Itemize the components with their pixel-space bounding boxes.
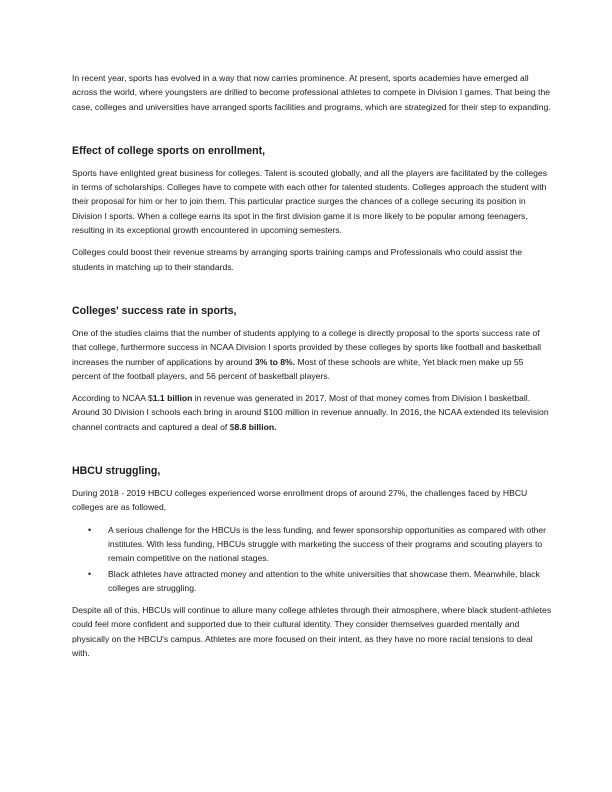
- bullet-icon: •: [88, 524, 92, 535]
- hbcu-challenges-list: [72, 523, 552, 595]
- section-spacer: [72, 442, 552, 464]
- hbcu-paragraph-1: During 2018 - 2019 HBCU colleges experienced worse enrollment drops of around 27%, the challenges faced by HBCU colleges are as followed,: [72, 488, 528, 513]
- list-item: [88, 567, 552, 596]
- text-run: One of the studies claims that the number of students applying to a college is directly proposal to the sports success rate of that college, furthermore success in NCAA Division I sports provided by these colleges by sports like football and basketball increases the number of applications by around: [72, 327, 542, 367]
- enrollment-paragraph-1: Sports have enlighted great business for colleges. Talent is scouted globally, and all the players are facilitated by the colleges in terms of scholarships. Colleges have to compete with each other for talented students. Colleges approach the student with their proposal for him or her to join them. This particular practice surges the chances of a college securing its position in Division I sports. When a college earns its spot in the first division game it is more likely to be popular among teenagers, resulting in its exceptional growth encountered in upcoming semesters.: [72, 167, 548, 236]
- section-heading-enrollment: Effect of college sports on enrollment,: [72, 144, 266, 157]
- section-heading-hbcu: HBCU struggling,: [72, 465, 161, 478]
- section-spacer: [72, 282, 552, 304]
- hbcu-paragraph-2: Despite all of this, HBCUs will continue to allure many college athletes through their atmosphere, where black student-athletes could feel more confident and supported due to their cultural identity. They consider themselves guarded mentally and physically on the HBCU's campus. Athletes are more focused on their intent, as they have no more racial tensions to deal with.: [72, 605, 552, 659]
- success-rate-paragraph-2: [72, 391, 552, 434]
- enrollment-paragraph-2: Colleges could boost their revenue streams by arranging sports training camps and Professionals who could assist the students in matching up to their standards.: [72, 247, 522, 272]
- success-rate-paragraph-1: [72, 326, 552, 383]
- bold-figure-deal: 8.8 billion.: [234, 421, 277, 432]
- list-item-text: Black athletes have attracted money and attention to the white universities that showcase them. Meanwhile, black colleges are struggling.: [108, 568, 540, 593]
- bold-figure-revenue: 1.1 billion: [152, 393, 193, 404]
- list-item: [88, 523, 552, 566]
- intro-paragraph: In recent year, sports has evolved in a way that now carries prominence. At present, sports academies have emerged all across the world, where youngsters are drilled to become professional athletes to compete in Division I games. That being the case, colleges and universities have arranged sports facilities and programs, which are strategized for their step to expanding.: [72, 73, 551, 112]
- text-run: According to NCAA $: [72, 393, 153, 404]
- bullet-icon: •: [88, 568, 92, 579]
- text-run: Most of these schools are white, Yet black men make up 55 percent of the football players, and 56 percent of basketball players.: [72, 356, 524, 381]
- list-item-text: A serious challenge for the HBCUs is the less funding, and fewer sponsorship opportunities as compared with other institutes. With less funding, HBCUs struggle with marketing the success of their programs and scouting players to remain competitive on the national stages.: [108, 524, 547, 564]
- section-heading-success-rate: Colleges' success rate in sports,: [72, 304, 237, 317]
- section-spacer: [72, 122, 552, 144]
- bold-figure-percent: 3% to 8%.: [254, 356, 296, 367]
- text-run: in revenue was generated in 2017. Most of that money comes from Division I basketball. Around 30 Division I schools each bring in around $100 million in revenue annually. In 2016, the NCAA extended its television channel contracts and captured a deal of $: [72, 393, 549, 432]
